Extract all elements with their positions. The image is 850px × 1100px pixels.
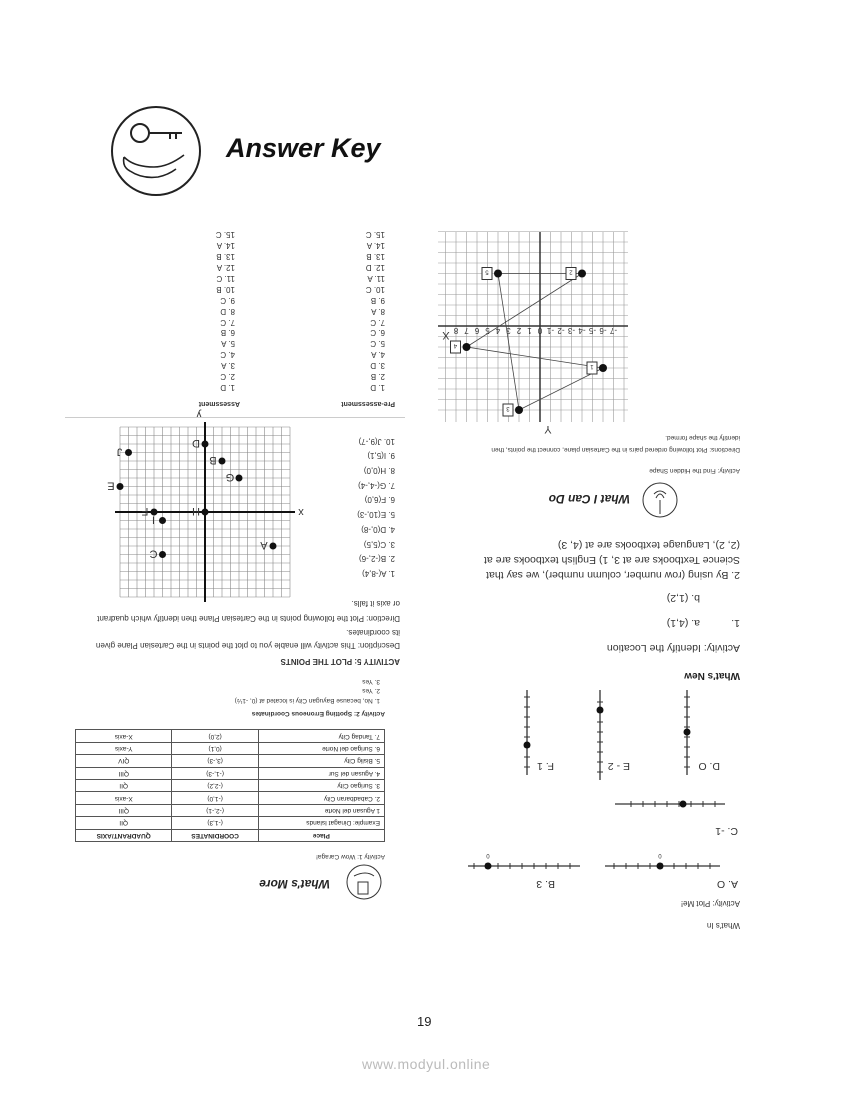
pre-assessment-answer: 7. C	[370, 317, 385, 327]
answer-b: B. 3	[536, 878, 555, 890]
table-row	[76, 767, 385, 779]
description-line1: Description: This activity will enable you to plot the points in the Cartesian Plane given	[95, 641, 400, 650]
plotted-point	[202, 509, 209, 516]
x-tick-label: 5	[485, 326, 490, 335]
point-label: E	[107, 479, 115, 492]
answer-f: F. 1	[537, 760, 554, 772]
plotted-point	[159, 517, 166, 524]
what-i-can-do-icon	[642, 482, 678, 518]
pre-assessment-answer: 14. A	[366, 241, 385, 251]
table-cell: 1 Agusan del Norte	[258, 804, 384, 816]
table-cell: X-axis	[76, 792, 172, 804]
hidden-shape-graph	[438, 232, 628, 435]
x-tick-label: 2	[516, 326, 522, 335]
pre-assessment-answer: 15. C	[365, 230, 385, 240]
y-axis-label: y	[196, 409, 202, 421]
point-list-item: 7. G(-4,-4)	[358, 480, 395, 490]
table-cell: Y-axis	[76, 742, 172, 754]
table-row	[76, 742, 385, 754]
point-list-item: 4. D(0,-8)	[361, 524, 395, 534]
x-tick-label: -4	[578, 326, 586, 335]
section-divider	[65, 417, 405, 418]
hidden-shape-activity: Activity: Find the Hidden Shape	[649, 467, 740, 474]
zero-label: 0	[658, 852, 662, 858]
table-cell: 7. Tandag City	[258, 730, 384, 742]
table-cell: QII	[76, 780, 172, 792]
point-label: J	[116, 445, 123, 458]
x-tick-label: -6	[599, 326, 607, 335]
assessment-answer: 5. A	[221, 339, 235, 349]
x-axis-label: x	[298, 506, 304, 518]
table-cell: 4. Agusan del Sur	[258, 767, 384, 779]
assessment-answer: 13. B	[216, 252, 235, 262]
assessment-answer: 14. A	[216, 241, 235, 251]
activity-5-title: ACTIVITY 5: PLOT THE POINTS	[280, 657, 400, 666]
rotated-answer-content	[60, 220, 740, 940]
point-list-item: 3. C(5,5)	[363, 539, 395, 549]
table-cell: QII	[76, 817, 172, 829]
whats-new-title: What's New	[684, 670, 740, 681]
table-cell: 2. Cabadbaran City	[258, 792, 384, 804]
assessment-title: Assessment	[198, 400, 240, 407]
plotted-dot	[597, 707, 604, 714]
pre-assessment-answer: 12. D	[365, 263, 385, 273]
assessment-answer: 11. C	[216, 274, 235, 283]
activity-2-answer: 1. No, because Bayugan City is located at (0, -1½)	[234, 697, 380, 704]
plot-me-activity: Activity: Plot Me!	[680, 899, 740, 908]
x-tick-label: 4	[495, 326, 501, 335]
x-tick-label: -1	[546, 326, 555, 335]
plot-points-graph	[107, 409, 304, 602]
star-point	[463, 343, 471, 351]
table-header: COORDINATES	[172, 829, 258, 841]
item-2-line3: (2, 2), Language textbooks are at (4, 3)	[557, 539, 740, 551]
table-cell: X-axis	[76, 730, 172, 742]
activity-2-answer: 3. Yes	[362, 678, 380, 685]
star-point	[494, 270, 502, 278]
plotted-point	[236, 475, 243, 482]
plotted-dot	[485, 863, 492, 870]
x-tick-label: -2	[557, 326, 565, 335]
point-list-item: 8. H(0,0)	[363, 466, 395, 476]
x-tick-label: 3	[506, 326, 511, 335]
pre-assessment-answer: 2. B	[370, 372, 385, 382]
star-point	[599, 364, 607, 372]
plotted-point	[270, 543, 277, 550]
x-tick-label: 0	[537, 326, 543, 335]
x-tick-label: -7	[609, 326, 618, 335]
assessment-answer: 8. D	[220, 306, 235, 316]
whats-more-icon	[346, 864, 382, 900]
key-in-hand-icon	[110, 105, 202, 197]
pre-assessment-answer: 9. B	[370, 295, 385, 305]
point-label: 4	[453, 342, 458, 348]
number-lines	[420, 680, 740, 940]
point-label: 1	[590, 363, 594, 369]
page-number: 19	[417, 1014, 432, 1029]
hidden-shape-directions-2: identify the shape formed.	[665, 434, 740, 441]
pre-assessment-answer: 3. D	[370, 361, 385, 371]
x-tick-label: -3	[567, 326, 576, 335]
x-tick-label: -5	[588, 326, 597, 335]
plotted-point	[125, 449, 132, 456]
plotted-point	[159, 551, 166, 558]
point-label: F	[141, 505, 149, 517]
table-row	[76, 730, 385, 742]
y-axis-label: Y	[544, 423, 552, 435]
table-cell: QIV	[76, 755, 172, 767]
point-label: 5	[485, 268, 489, 275]
direction-line2: or axis it falls.	[351, 599, 400, 608]
point-list-item: 6. F(6,0)	[364, 495, 395, 505]
assessment-answer: 12. A	[216, 263, 235, 273]
x-tick-label: 7	[464, 326, 469, 335]
pre-assessment-title: Pre-assessment	[341, 400, 395, 407]
pre-assessment-answer: 10. C	[365, 284, 385, 294]
point-label: A	[260, 539, 268, 551]
table-cell: 5. Bislig City	[258, 755, 384, 767]
what-i-can-do-title: What I Can Do	[548, 492, 630, 506]
activity-2-title: Activity 2: Spotting Erroneous Coordinates	[251, 710, 385, 717]
activity-1-title: Activity 1: Wow Caraga!	[316, 853, 385, 860]
assessment-answer: 15. C	[215, 230, 235, 240]
table-row	[76, 792, 385, 804]
table-header: Place	[258, 829, 384, 841]
assessment-answer: 3. A	[221, 361, 235, 371]
assessment-answer: 4. C	[220, 350, 235, 360]
table-cell: 3. Surigao City	[258, 780, 384, 792]
table-cell: Example: Dinagat Islands	[258, 817, 384, 829]
point-label: C	[149, 547, 158, 560]
answer-d: D. O	[698, 760, 720, 772]
pre-assessment-answer: 5. C	[370, 339, 385, 349]
plotted-dot	[524, 742, 531, 749]
pre-assessment-answer: 13. B	[366, 252, 385, 262]
table-header: QUADRANT/AXIS	[76, 829, 172, 841]
pre-assessment-answer: 11. A	[367, 274, 385, 283]
table-row	[76, 755, 385, 767]
pre-assessment-answer: 8. A	[371, 306, 385, 316]
description-line2: its coordinates.	[346, 628, 400, 637]
star-point	[578, 270, 586, 278]
item-2-line1: 2. By using (row number, column number), we say that	[486, 569, 740, 581]
assessment-answer: 1. D	[220, 383, 235, 392]
plotted-dot	[680, 801, 687, 808]
point-label: 2	[569, 268, 573, 275]
coordinates-table	[75, 729, 385, 842]
watermark: www.modyul.online	[362, 1056, 491, 1072]
answer-a: A. O	[716, 878, 738, 890]
point-label: G	[225, 471, 235, 483]
plotted-point	[202, 441, 209, 448]
point-label: I	[151, 513, 156, 526]
item-1-number: 1.	[731, 617, 740, 629]
pre-assessment-answer: 6. C	[370, 328, 385, 338]
assessment-answer: 10. B	[216, 284, 235, 294]
star-edge	[467, 274, 583, 348]
identify-location-activity: Activity: Identify the Location	[606, 642, 740, 654]
assessment-answer: 7. C	[220, 317, 235, 327]
table-cell: (-1,0)	[172, 792, 258, 804]
item-2-line2: Science Textbooks are at 3, 1) English textbooks are at	[483, 554, 740, 566]
table-row	[76, 780, 385, 792]
hidden-shape-directions-1: Directions: Plot following ordered pairs in the Cartesian plane, connect the points, then	[491, 446, 740, 453]
table-cell: (-2,2)	[172, 780, 258, 792]
item-1a: a. (4,1)	[666, 617, 700, 629]
pre-assessment-answer: 4. A	[371, 350, 385, 360]
plotted-dot	[657, 863, 664, 870]
pre-assessment-answer: 1. D	[370, 383, 385, 392]
plotted-point	[219, 458, 226, 465]
table-cell: (3,-3)	[172, 755, 258, 767]
answer-c: C. -1	[715, 825, 738, 837]
point-label: D	[192, 437, 200, 449]
x-tick-label: 1	[527, 326, 532, 335]
direction-line1: Direction: Plot the following points in the Cartesian Plane then identify which quadrant	[97, 614, 400, 623]
point-label: B	[209, 454, 217, 466]
point-list-item: 10. J(9,-7)	[358, 436, 395, 446]
table-cell: QIII	[76, 804, 172, 816]
whats-in-title: What's In	[706, 921, 740, 930]
table-row	[76, 804, 385, 816]
x-tick-label: 8	[453, 326, 459, 335]
table-cell: QIII	[76, 767, 172, 779]
table-cell: 6. Surigao del Norte	[258, 742, 384, 754]
page-title: Answer Key	[226, 133, 381, 163]
point-label: H	[192, 505, 200, 517]
table-cell: (-1,3)	[172, 817, 258, 829]
zero-label: 0	[486, 852, 490, 858]
table-cell: (-1,-3)	[172, 767, 258, 779]
item-1b: b. (1,2)	[666, 592, 700, 604]
x-tick-label: 6	[474, 326, 480, 335]
plotted-dot	[684, 729, 691, 736]
point-label: 3	[506, 405, 510, 411]
assessment-answer: 6. B	[220, 328, 235, 338]
assessment-answer: 2. C	[220, 372, 235, 382]
table-row	[76, 817, 385, 829]
point-list-item: 5. E(10,-3)	[357, 510, 395, 520]
assessment-answer: 9. C	[220, 295, 235, 305]
x-axis-label: X	[442, 329, 450, 341]
whats-more-title: What's More	[259, 877, 330, 891]
point-list-item: 2. B(-2,-6)	[358, 554, 395, 564]
answer-e: E - 2	[607, 760, 630, 772]
activity-2-answer: 2. Yes	[362, 687, 380, 695]
table-cell: (0,1)	[172, 742, 258, 754]
table-cell: (-2,-1)	[172, 804, 258, 816]
table-cell: (2,0)	[172, 730, 258, 742]
plotted-point	[117, 483, 124, 490]
star-point	[515, 406, 523, 414]
point-list-item: 1. A(-8,4)	[362, 569, 395, 578]
point-list-item: 9. I(5,1)	[367, 451, 395, 461]
